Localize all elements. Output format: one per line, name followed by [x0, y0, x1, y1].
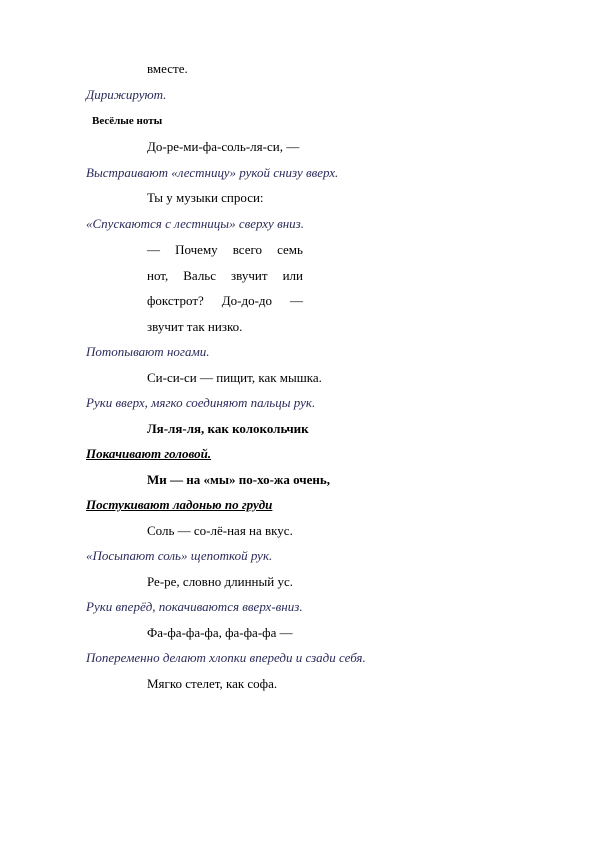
verse-word: —: [147, 242, 160, 257]
stage-direction: «Спускаются с лестницы» сверху вниз.: [86, 216, 304, 231]
stage-direction: Покачивают головой.: [86, 446, 212, 461]
stage-direction: «Посыпают соль» щепоткой рук.: [86, 548, 273, 563]
verse-line: Ля-ля-ля, как колокольчик: [147, 421, 309, 436]
verse-line: [147, 268, 303, 284]
verse-line: вместе.: [147, 61, 188, 76]
stage-direction: Руки вверх, мягко соединяют пальцы рук.: [86, 395, 316, 410]
verse-word: Почему: [175, 242, 218, 257]
verse-word: или: [282, 268, 303, 283]
verse-word: —: [289, 293, 303, 308]
stage-direction: Руки вперёд, покачиваются вверх-вниз.: [86, 599, 303, 614]
verse-word: До-до-до: [221, 293, 273, 308]
verse-line: Фа-фа-фа-фа, фа-фа-фа —: [147, 625, 293, 640]
stage-direction: Выстраивают «лестницу» рукой снизу вверх.: [86, 165, 339, 180]
verse-word: Вальс: [183, 268, 217, 283]
verse-line: До-ре-ми-фа-соль-ля-си, —: [147, 139, 300, 154]
verse-line: [147, 293, 303, 309]
stage-direction: Потопывают ногами.: [86, 344, 210, 359]
verse-word: звучит: [231, 268, 268, 283]
stage-direction: Попеременно делают хлопки впереди и сзади себя.: [86, 650, 366, 665]
verse-line: Ре-ре, словно длинный ус.: [147, 574, 293, 589]
section-heading: Весёлые ноты: [92, 115, 163, 127]
stage-direction: Постукивают ладонью по груди: [86, 497, 273, 512]
verse-line: Ми — на «мы» по-хо-жа очень,: [147, 472, 330, 487]
verse-line: звучит так низко.: [147, 319, 243, 334]
verse-line: Соль — со-лё-ная на вкус.: [147, 523, 293, 538]
verse-line: Си-си-си — пищит, как мышка.: [147, 370, 322, 385]
verse-word: нот,: [147, 268, 169, 283]
verse-line: Мягко стелет, как софа.: [147, 676, 278, 691]
verse-word: фокстрот?: [147, 293, 204, 308]
verse-line: [147, 242, 303, 258]
verse-word: всего: [232, 242, 263, 257]
verse-line: Ты у музыки спроси:: [147, 190, 264, 205]
verse-word: семь: [277, 242, 303, 257]
stage-direction: Дирижируют.: [86, 87, 167, 102]
